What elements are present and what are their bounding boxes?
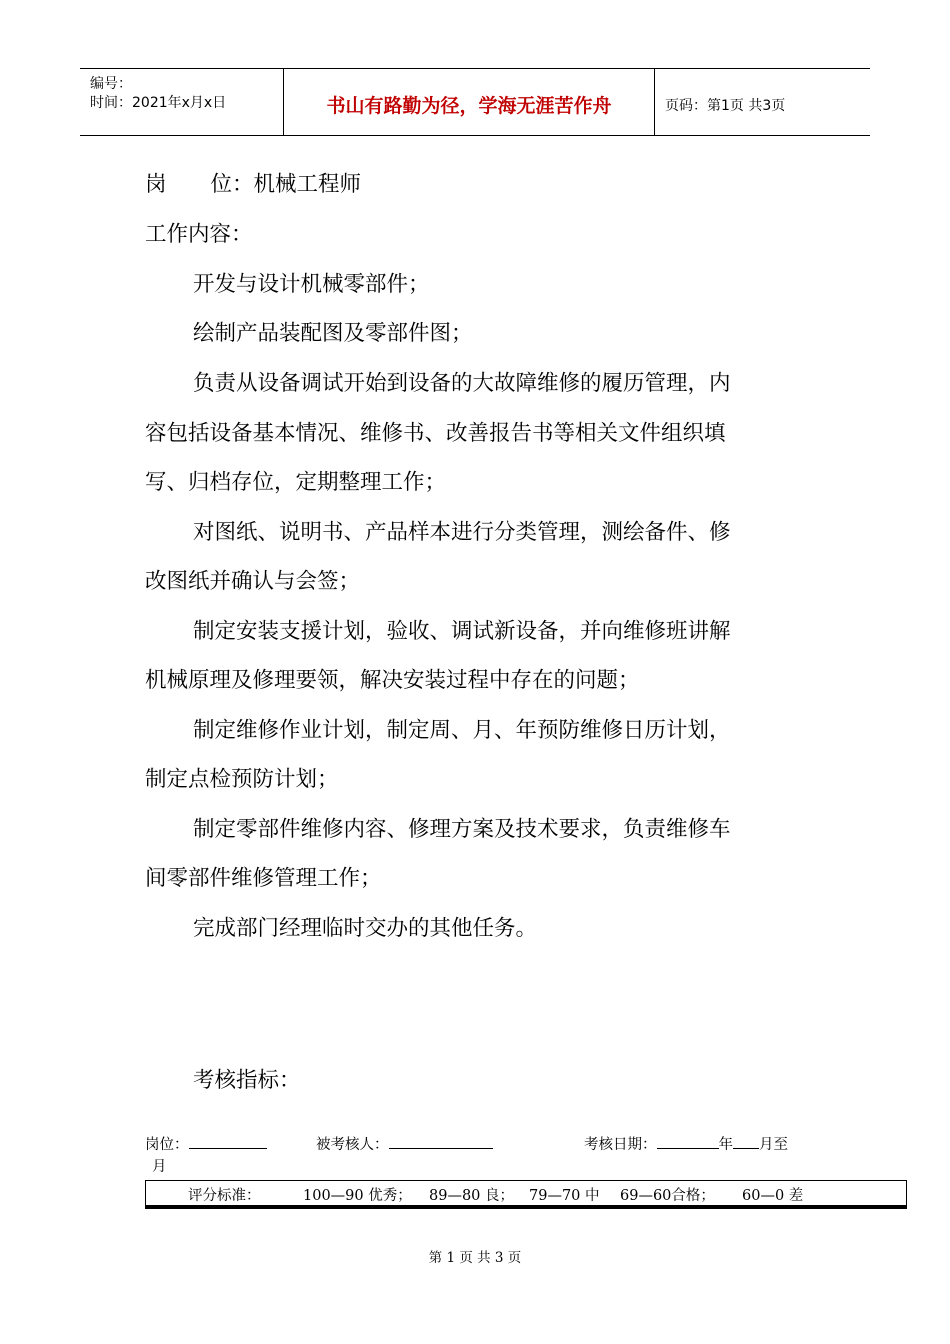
assessment-month-from-blank[interactable] (733, 1133, 759, 1149)
assessment-assessee-label: 被考核人： (316, 1137, 389, 1153)
assessment-year-blank[interactable] (657, 1133, 719, 1149)
duty-line: 完成部门经理临时交办的其他任务。 (193, 916, 538, 941)
score-label: 评分标准： (188, 1188, 261, 1204)
post-title (145, 170, 361, 200)
page-footer: 第 1 页 共 3 页 (428, 1250, 522, 1266)
duty-line: 改图纸并确认与会签； (145, 569, 361, 594)
duty-line: 容包括设备基本情况、维修书、改善报告书等相关文件组织填 (145, 421, 726, 446)
assessment-assessee-field (316, 1133, 493, 1155)
doc-date-label: 时间：2021年x月x日 (90, 95, 227, 111)
duty-line: 制定零部件维修内容、修理方案及技术要求，负责维修车 (193, 817, 731, 842)
duty-line: 制定安装支援计划，验收、调试新设备，并向维修班讲解 (193, 619, 731, 644)
score-good: 89—80 良； (429, 1188, 515, 1204)
document-header (80, 68, 870, 136)
assessment-post-label: 岗位： (145, 1137, 189, 1153)
assessment-month-to-label: 月至 (759, 1137, 788, 1153)
header-page-cell (655, 69, 870, 135)
score-box-thick-rule (145, 1206, 907, 1209)
score-pass: 69—60合格； (620, 1188, 715, 1204)
duty-line: 绘制产品装配图及零部件图； (193, 321, 473, 346)
duty-line: 写、归档存位，定期整理工作； (145, 470, 447, 495)
assessment-post-field (145, 1133, 267, 1155)
duty-line: 制定点检预防计划； (145, 767, 339, 792)
header-meta-cell (80, 69, 283, 135)
assessment-assessee-blank[interactable] (389, 1133, 493, 1149)
duty-line: 开发与设计机械零部件； (193, 272, 430, 297)
assessment-date-field (584, 1133, 788, 1155)
score-poor: 60—0 差 (742, 1188, 804, 1204)
assessment-title: 考核指标： (193, 1068, 301, 1093)
score-medium: 79—70 中 (529, 1188, 600, 1204)
score-criteria-box (145, 1180, 907, 1206)
duty-line: 负责从设备调试开始到设备的大故障维修的履历管理，内 (193, 371, 731, 396)
duty-line: 间零部件维修管理工作； (145, 866, 382, 891)
header-motto: 书山有路勤为径，学海无涯苦作舟 (326, 95, 612, 117)
header-motto-cell (283, 69, 655, 135)
duty-line: 制定维修作业计划，制定周、月、年预防维修日历计划， (193, 718, 731, 743)
header-page-info: 页码：第1页 共3页 (665, 98, 786, 114)
post-value: 机械工程师 (253, 172, 362, 197)
assessment-month-label: 月 (152, 1159, 167, 1175)
score-excellent: 100—90 优秀； (303, 1188, 412, 1204)
post-label-b: 位： (210, 172, 254, 197)
assessment-date-label: 考核日期： (584, 1137, 657, 1153)
post-label-a: 岗 (145, 172, 167, 197)
duty-line: 机械原理及修理要领，解决安装过程中存在的问题； (145, 668, 640, 693)
duties-title: 工作内容： (145, 222, 253, 247)
assessment-year-label: 年 (718, 1137, 733, 1153)
doc-number-label: 编号： (90, 76, 132, 92)
assessment-post-blank[interactable] (189, 1133, 267, 1149)
duty-line: 对图纸、说明书、产品样本进行分类管理，测绘备件、修 (193, 520, 731, 545)
